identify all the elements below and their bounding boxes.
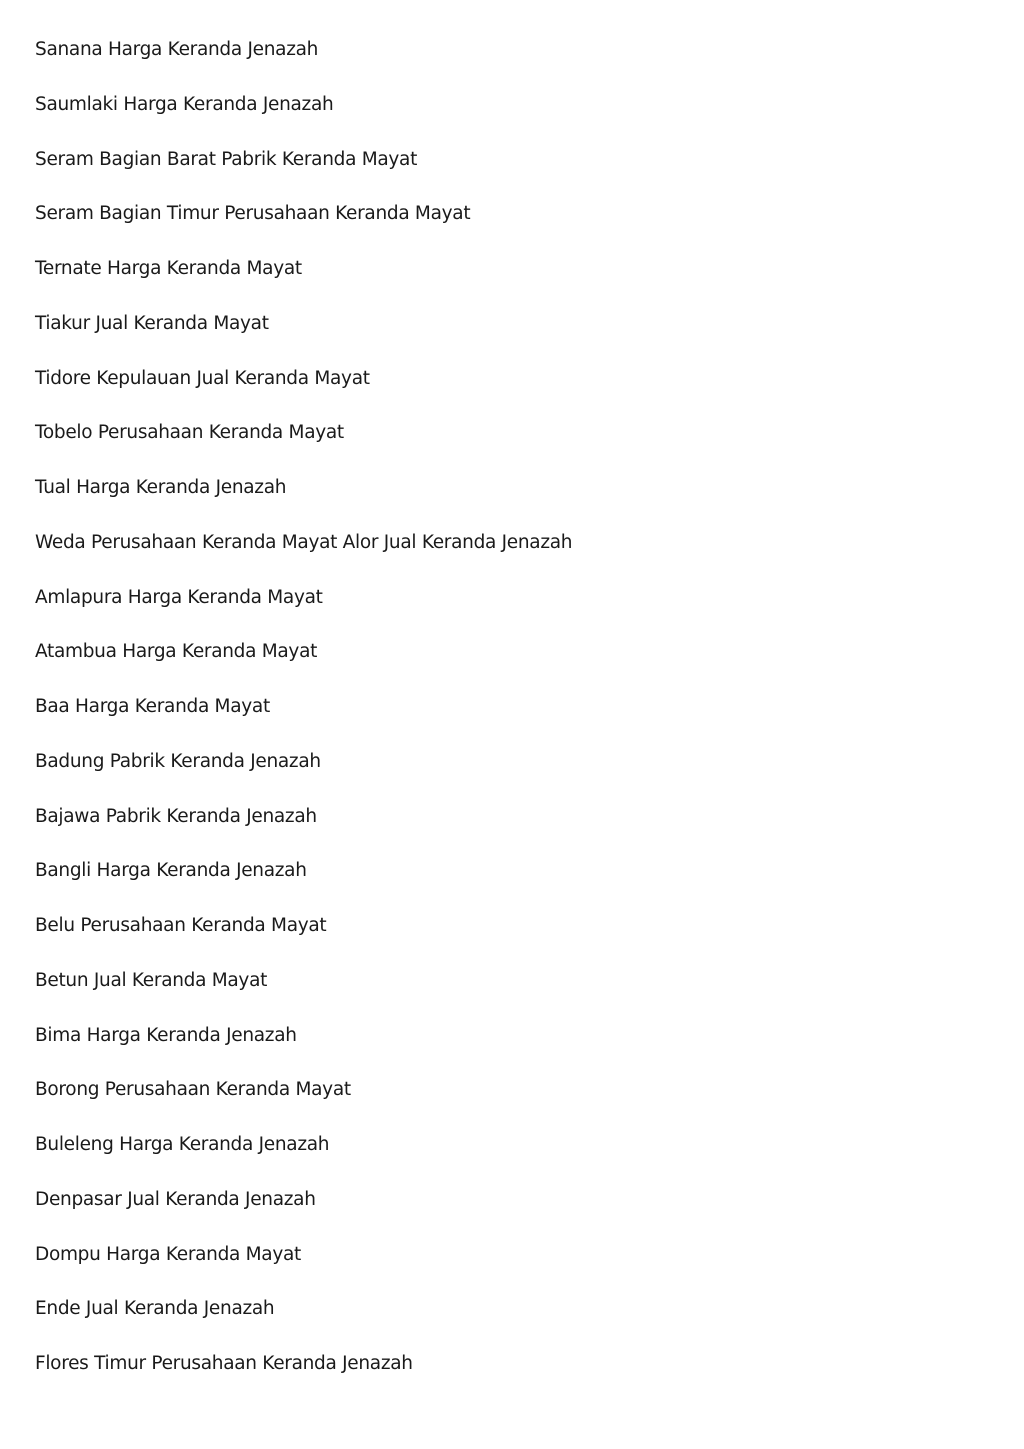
text-line: Seram Bagian Timur Perusahaan Keranda Mayat (35, 203, 471, 225)
text-line: Dompu Harga Keranda Mayat (35, 1243, 301, 1265)
text-line: Tiakur Jual Keranda Mayat (35, 312, 269, 334)
text-line: Tidore Kepulauan Jual Keranda Mayat (35, 367, 370, 389)
text-line: Atambua Harga Keranda Mayat (35, 641, 318, 663)
text-line-list (35, 36, 572, 1405)
text-line: Flores Timur Perusahaan Keranda Jenazah (35, 1353, 413, 1374)
text-line: Bangli Harga Keranda Jenazah (35, 860, 307, 882)
text-line: Baa Harga Keranda Mayat (35, 696, 270, 717)
text-line: Ende Jual Keranda Jenazah (35, 1298, 275, 1320)
text-line: Belu Perusahaan Keranda Mayat (35, 915, 327, 936)
text-line: Sanana Harga Keranda Jenazah (35, 39, 319, 60)
text-line: Tual Harga Keranda Jenazah (35, 477, 287, 498)
text-line: Borong Perusahaan Keranda Mayat (35, 1079, 351, 1101)
text-line: Tobelo Perusahaan Keranda Mayat (35, 422, 344, 444)
text-line: Weda Perusahaan Keranda Mayat Alor Jual Keranda Jenazah (35, 531, 573, 553)
text-line: Buleleng Harga Keranda Jenazah (35, 1134, 330, 1155)
text-line: Ternate Harga Keranda Mayat (35, 258, 302, 279)
text-line: Bajawa Pabrik Keranda Jenazah (35, 805, 317, 827)
text-line: Betun Jual Keranda Mayat (35, 969, 268, 991)
text-line: Bima Harga Keranda Jenazah (35, 1024, 297, 1046)
text-line: Saumlaki Harga Keranda Jenazah (35, 93, 334, 115)
text-line: Amlapura Harga Keranda Mayat (35, 586, 323, 608)
text-line: Denpasar Jual Keranda Jenazah (35, 1188, 316, 1210)
text-line: Badung Pabrik Keranda Jenazah (35, 750, 321, 772)
text-line: Seram Bagian Barat Pabrik Keranda Mayat (35, 148, 418, 170)
